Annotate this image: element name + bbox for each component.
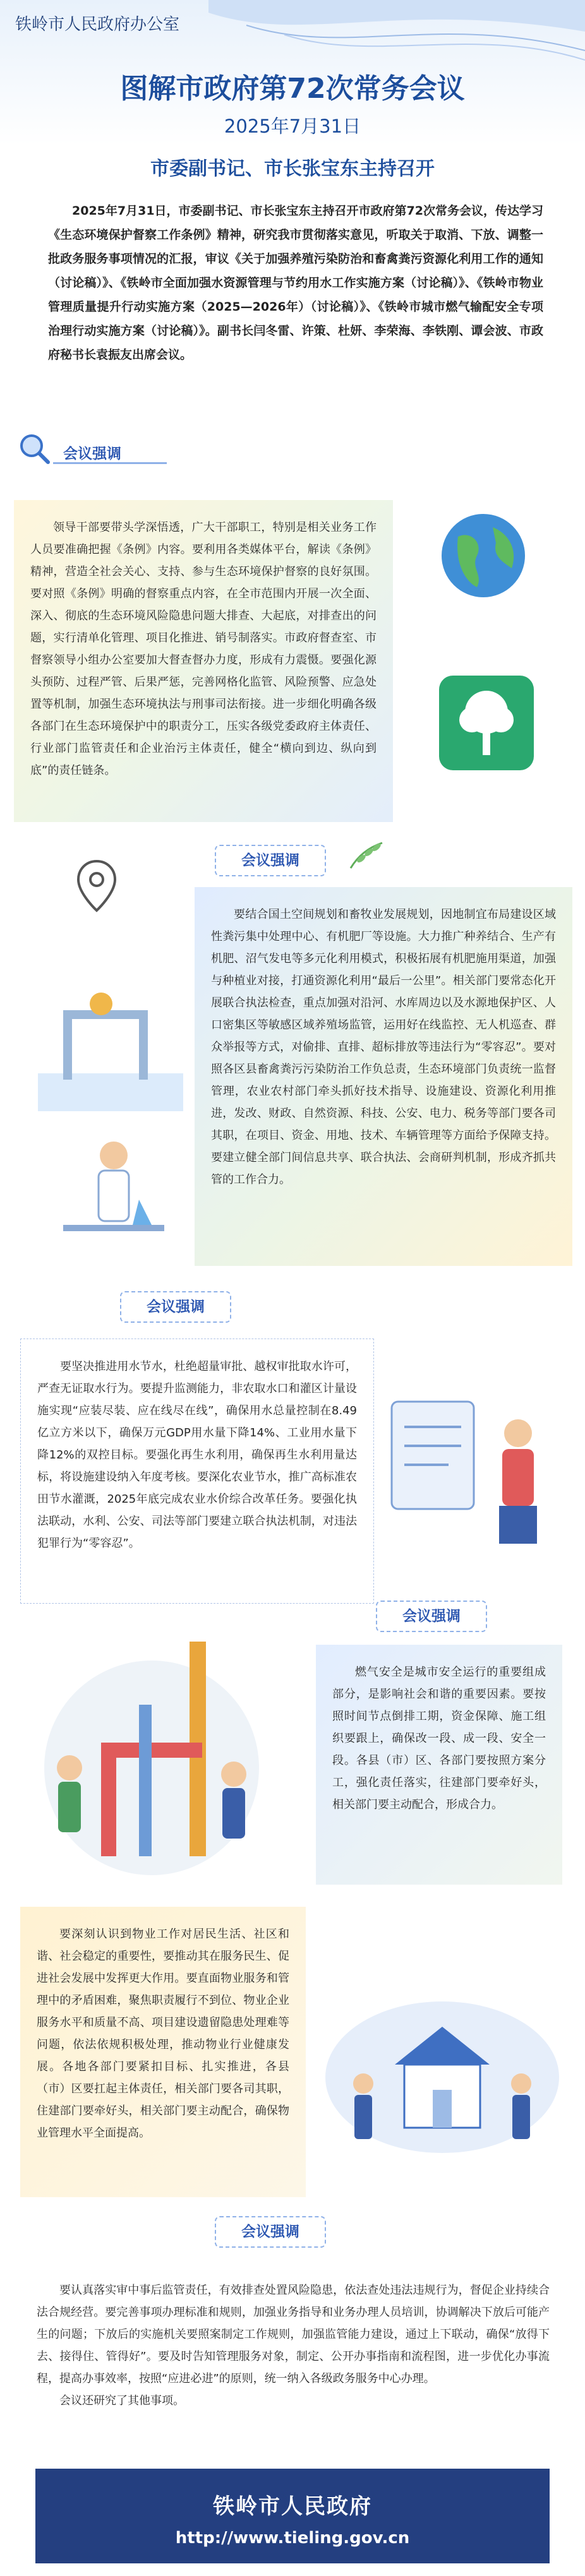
section-label: 会议强调 (120, 1291, 231, 1323)
meeting-date: 2025年7月31日 (224, 116, 361, 137)
water-pipeline-illustration (25, 985, 196, 1124)
section-label: 会议强调 (63, 446, 121, 462)
section-label: 会议强调 (215, 2216, 326, 2248)
meeting-host: 市委副书记、市长张宝东主持召开 (150, 158, 435, 180)
gas-pipeline-workers-illustration (25, 1616, 278, 1894)
org-name: 铁岭市人民政府办公室 (15, 15, 180, 34)
intro-paragraph: 2025年7月31日，市委副书记、市长张宝东主持召开市政府第72次常务会议，传达学习《生态环境保护督察工作条例》精神，研究我市贯彻落实意见，听取关于取消、下放、调整一批政务服务事项情况的汇报，审议《关于加强养殖污染防治和畜禽粪污资源化利用工作的通知（讨论稿）》、《铁岭市全面加强水资源管理与节约用水工作实施方案（讨论稿）》、《铁岭市物业管理质量提升行动实施方案（2025—2026年）（讨论稿）》、《铁岭市城市燃气输配安全专项治理行动实施方案（讨论稿）》。副书长闫冬雷、许策、杜妍、李荣海、李铁刚、谭会波、市政府秘书长袁振友出席会议。 (48, 204, 543, 362)
closing-text: 会议还研究了其他事项。 (59, 2394, 184, 2407)
section-label: 会议强调 (215, 845, 326, 876)
section-6-text: 要认真落实审中事后监管责任，有效排查处置风险隐患，依法查处违法违规行为，督促企业持续合法合规经营。要完善事项办理标准和规则，加强业务指导和业务办理人员培训，协调解决下放后可能产生的问题；下放后的实施机关要照案制定工作规则，加强监管能力建设，通过上下联动，确保“放得下去、接得住、管得好”。要及时告知管理服务对象，制定、公开办事指南和流程图，进一步优化办事流程，提高办事效率，按照“应进必进”的原则，统一纳入各级政务服务中心办理。 (37, 2284, 550, 2385)
magnifier-icon (13, 431, 53, 466)
section-2-label-wrap (215, 845, 326, 876)
tree-icon (439, 676, 534, 770)
property-service-illustration (319, 1976, 565, 2159)
section-1-text: 领导干部要带头学深悟透，广大干部职工，特别是相关业务工作人员要准确把握《条例》内容。要利用各类媒体平台，解读《条例》精神，营造全社会关心、支持、参与生态环境保护督察的良好氛围。要对照《条例》明确的督察重点内容，在全市范围内开展一次全面、深入、彻底的生态环境风险隐患问题大排查、大起底，对排查出的问题，实行清单化管理、项目化推进、销号制落实。市政府督查室、市督察领导小组办公室要加大督查督办力度，形成有力震慑。要强化源头预防、过程严管、后果严惩，完善网格化监管、风险预警、应急处置等机制，加强生态环境执法与刑事司法衔接。进一步细化明确各级各部门在生态环境保护中的职责分工，压实各级党委政府主体责任、行业部门监管责任和企业治污主体责任，健全“横向到边、纵向到底”的责任链条。 (14, 500, 393, 822)
footer-url[interactable]: http://www.tieling.gov.cn (175, 2529, 410, 2548)
footer (35, 2469, 550, 2563)
section-label-underline (53, 442, 167, 464)
section-3-label-wrap (120, 1291, 231, 1323)
section-6-label-wrap (215, 2216, 326, 2248)
globe-icon (439, 511, 528, 600)
document-reading-illustration (385, 1389, 569, 1553)
section-4-label-wrap (376, 1601, 487, 1632)
section-2-text: 要结合国土空间规划和畜牧业发展规划，因地制宜布局建设区域性粪污集中处理中心、有机肥厂等设施。大力推广种养结合、生产有机肥、沼气发电等多元化利用模式，积极拓展有机肥施用渠道，加强与种植业对接，打通资源化利用“最后一公里”。相关部门要常态化开展联合执法检查，重点加强对沿河、水库周边以及水源地保护区、人口密集区等敏感区域养殖场监管，运用好在线监控、无人机巡查、群众举报等方式，对偷排、直排、超标排放等违法行为“零容忍”。要对照各区县畜禽粪污污染防治工作负总责，生态环境部门负责统一监督管理，农业农村部门牵头抓好技术指导、设施建设、资源化利用推进，发改、财政、自然资源、科技、公安、电力、税务等部门要各司其职，在项目、资金、用地、技术、车辆管理等方面给予保障支持。要建立健全部门间信息共享、联合执法、会商研判机制，形成齐抓共管的工作合力。 (195, 887, 572, 1266)
location-pin-icon (75, 859, 119, 915)
section-5-text: 要深刻认识到物业工作对居民生活、社区和谐、社会稳定的重要性，要推动其在服务民生、促进社会发展中发挥更大作用。要直面物业服务和管理中的矛盾困难，聚焦职责履行不到位、物业企业服务水平和质量不高、项目建设遗留隐患处理难等问题，依法依规积极处理，推动物业行业健康发展。各地各部门要紧扣目标、扎实推进，各县（市）区要扛起主体责任，相关部门要各司其职，住建部门要牵好头，相关部门要主动配合，确保物业管理水平全面提高。 (20, 1907, 306, 2197)
section-4-text: 燃气安全是城市安全运行的重要组成部分，是影响社会和谐的重要因素。要按照时间节点倒排工期，资金保障、施工组织要跟上，确保改一段、成一段、安全一段。各县（市）区、各部门要按照方案分工，强化责任落实，往建部门要牵好头，相关部门要主动配合，形成合力。 (316, 1645, 562, 1885)
scientist-illustration (38, 1130, 190, 1256)
page-title: 图解市政府第72次常务会议 (120, 73, 465, 105)
header-wave-decoration (208, 0, 585, 69)
section-3-text: 要坚决推进用水节水，杜绝超量审批、越权审批取水许可，严查无证取水行为。要提升监测能力，非农取水口和灌区计量设施实现“应装尽装、应在线尽在线”，确保用水总量控制在8.49亿立方米以下，确保万元GDP用水量下降14%、工业用水量下降12%的双控目标。要强化再生水利用，确保再生水利用量达标，将设施建设纳入年度考核。要深化农业节水，推广高标准农田节水灌溉，2025年底完成农业水价综合改革任务。要强化执法联动，水利、公安、司法等部门要建立联合执法机制，对违法犯罪行为“零容忍”。 (20, 1339, 374, 1604)
section-label: 会议强调 (376, 1601, 487, 1632)
leaf-icon (347, 840, 385, 871)
section-6-container (37, 2279, 550, 2431)
footer-org-name: 铁岭市人民政府 (213, 2494, 372, 2519)
